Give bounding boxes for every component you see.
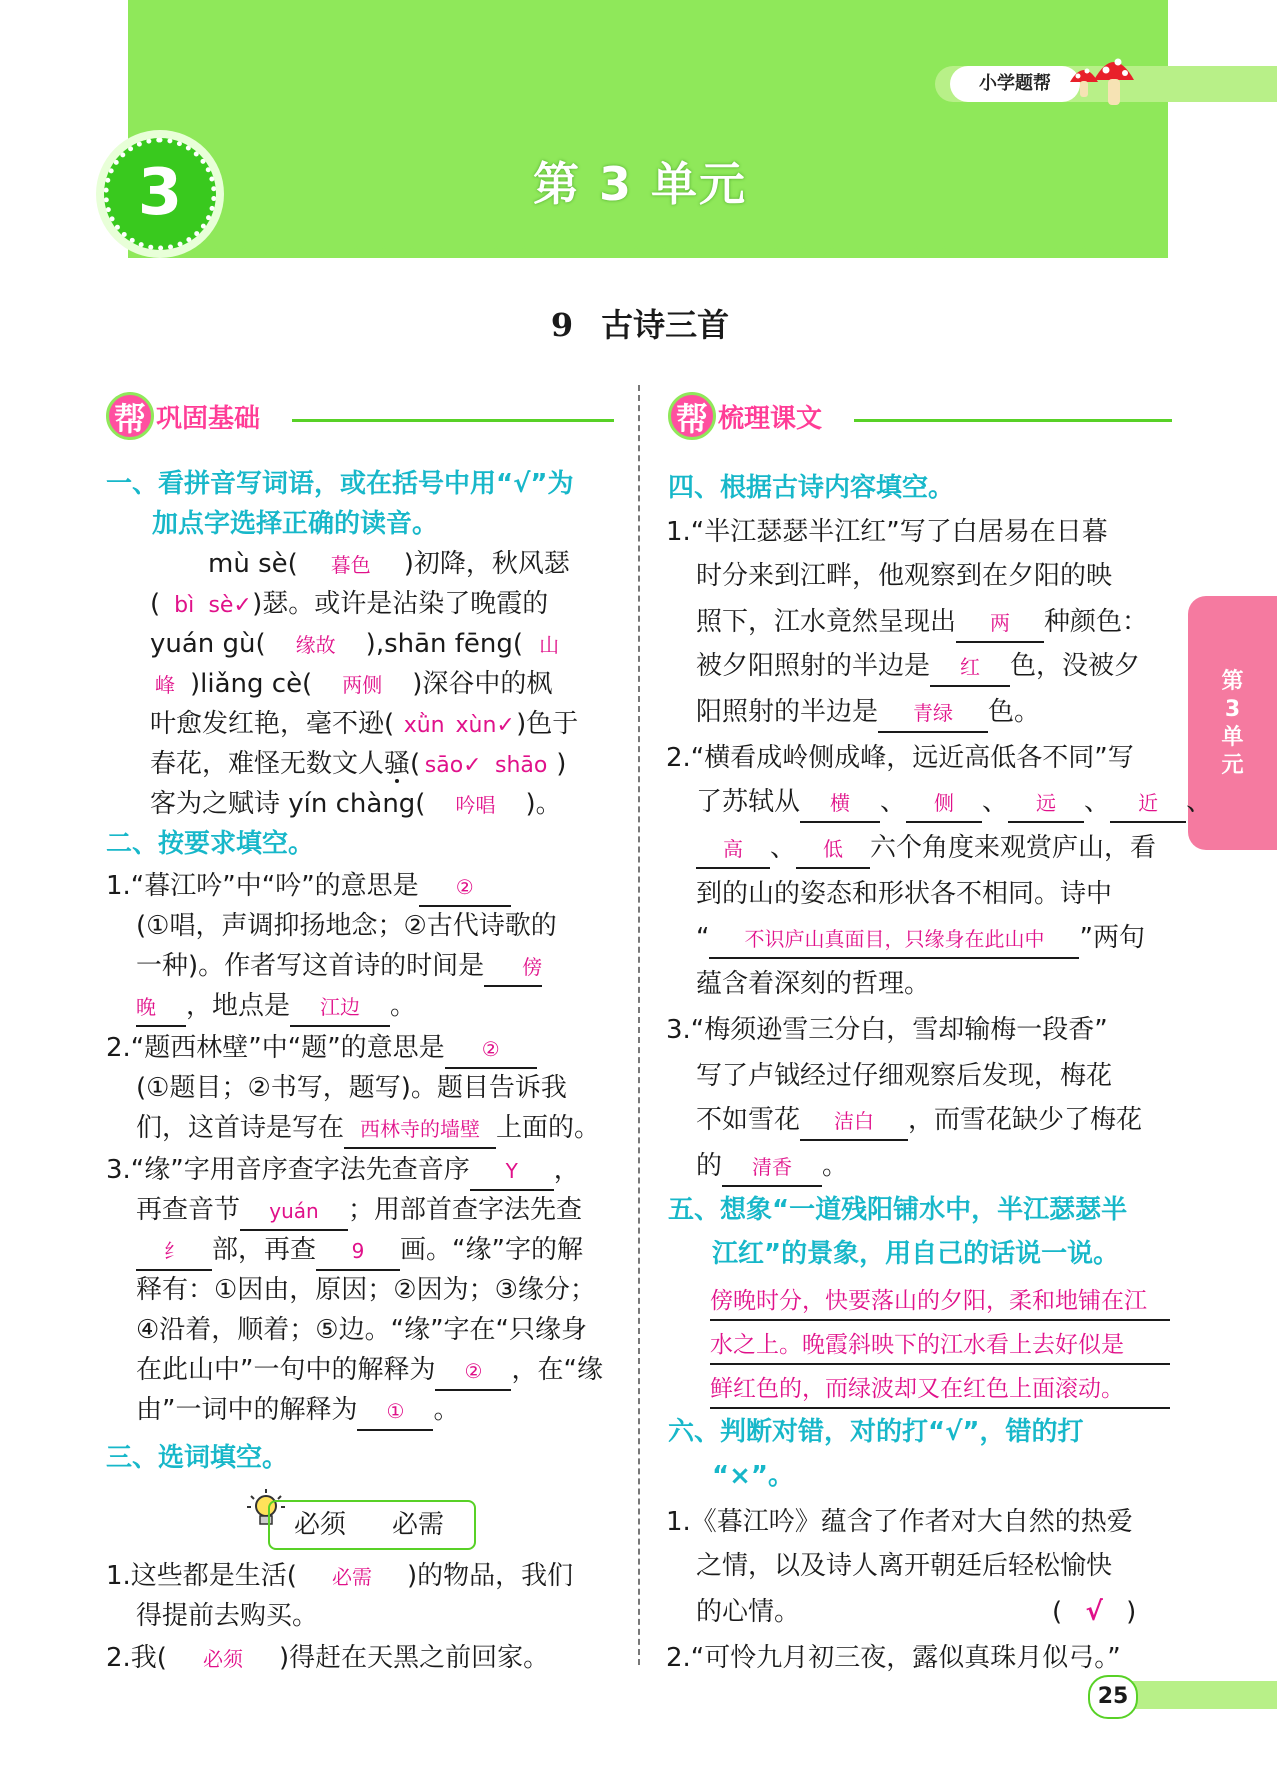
question-line: 2.“可怜九月初三夜，露似真珠月似弓。” bbox=[666, 1643, 1121, 1673]
help-badge: 帮 bbox=[668, 392, 716, 440]
mushroom-icon bbox=[1062, 44, 1152, 114]
section-header-text: 巩固基础 bbox=[156, 403, 261, 434]
passage-line: 客为之赋诗 yín chàng( 吟唱 )。 bbox=[150, 786, 562, 823]
question-line: 1.“暮江吟”中“吟”的意思是 ② bbox=[106, 868, 511, 907]
pinyin-option-checked: sāo✓ bbox=[424, 753, 482, 778]
question-line: 2.“题西林壁”中“题”的意思是 ② bbox=[106, 1030, 537, 1069]
question-line: 的 清香 。 bbox=[696, 1148, 848, 1187]
question-title: 五、想象“一道残阳铺水中，半江瑟瑟半 bbox=[668, 1195, 1128, 1225]
answer-line bbox=[710, 1326, 1170, 1365]
answer: 晚 bbox=[136, 989, 186, 1027]
side-tab-char: 元 bbox=[1221, 753, 1244, 778]
question-line: 的心情。 bbox=[696, 1597, 801, 1627]
answer: 必需 bbox=[331, 1565, 372, 1589]
judgement-box: ( √ ) bbox=[1052, 1594, 1136, 1630]
answer: 纟 bbox=[136, 1233, 212, 1271]
question-line: 写了卢钺经过仔细观察后发现，梅花 bbox=[696, 1061, 1113, 1091]
answer: 9 bbox=[316, 1233, 400, 1271]
question-line: “ 不识庐山真面目，只缘身在此山中 ”两句 bbox=[696, 920, 1145, 959]
passage-line: yuán gù( 缘故 ),shān fēng( 山 bbox=[150, 626, 575, 663]
question-line: ④沿着，顺着；⑤边。“缘”字在“只缘身 bbox=[136, 1315, 588, 1345]
question-line: 释有：①因由，原因；②因为；③缘分； bbox=[136, 1275, 596, 1305]
question-line: 一种)。作者写这首诗的时间是 傍 bbox=[136, 948, 542, 987]
question-title: “×”。 bbox=[712, 1461, 794, 1491]
section-header-review bbox=[668, 392, 1172, 444]
question-line: 了苏轼从 横 、 侧 、 远 、 近 、 bbox=[696, 784, 1212, 823]
question-line: 1.这些都是生活( 必需 )的物品，我们 bbox=[106, 1558, 573, 1595]
question-line: 照下，江水竟然呈现出 两 种颜色： bbox=[696, 604, 1148, 643]
pinyin-option-checked: sè✓ bbox=[208, 593, 252, 618]
answer: 青绿 bbox=[878, 695, 988, 733]
answer: 侧 bbox=[906, 785, 982, 823]
question-line: 得提前去购买。 bbox=[136, 1601, 319, 1631]
answer-line bbox=[710, 1282, 1170, 1321]
answer: 清香 bbox=[722, 1149, 822, 1187]
answer: ② bbox=[419, 869, 511, 907]
lesson-name: 古诗三首 bbox=[601, 306, 730, 344]
answer: 鲜红色的，而绿波却又在红色上面滚动。 bbox=[710, 1371, 1170, 1409]
answer: ① bbox=[357, 1393, 433, 1431]
answer: Y bbox=[470, 1153, 554, 1191]
page-bar bbox=[1118, 1681, 1277, 1709]
passage-line: ( bì sè✓)瑟。或许是沾染了晚霞的 bbox=[150, 586, 548, 624]
answer: 吟唱 bbox=[455, 793, 496, 817]
lesson-title bbox=[440, 300, 840, 346]
question-line: 由”一词中的解释为 ① 。 bbox=[136, 1392, 460, 1431]
help-badge: 帮 bbox=[106, 392, 154, 440]
question-line: 2.“横看成岭侧成峰，远近高低各不同”写 bbox=[666, 743, 1134, 773]
answer: ② bbox=[435, 1353, 511, 1391]
question-line: 1.《暮江吟》蕴含了作者对大自然的热爱 bbox=[666, 1507, 1133, 1537]
answer: 不识庐山真面目，只缘身在此山中 bbox=[709, 921, 1079, 959]
answer: 必须 bbox=[202, 1647, 243, 1671]
question-title: 加点字选择正确的读音。 bbox=[152, 509, 439, 539]
question-line: (①唱，声调抑扬地念；②古代诗歌的 bbox=[136, 911, 557, 941]
answer: 近 bbox=[1110, 785, 1186, 823]
brand-label: 小学题帮 bbox=[950, 66, 1080, 102]
side-tab-char: 3 bbox=[1224, 697, 1241, 722]
word-option: 必需 bbox=[392, 1510, 445, 1540]
word-bank bbox=[268, 1500, 476, 1550]
question-line: (①题目；②书写，题写)。题目告诉我 bbox=[136, 1073, 567, 1103]
answer: 缘故 bbox=[295, 633, 336, 657]
answer: 傍 bbox=[484, 949, 542, 987]
banner-wave bbox=[128, 236, 1168, 272]
question-title: 二、按要求填空。 bbox=[106, 829, 315, 859]
answer: ② bbox=[445, 1031, 537, 1069]
question-line: 时分来到江畔，他观察到在夕阳的映 bbox=[696, 561, 1113, 591]
question-title: 四、根据古诗内容填空。 bbox=[668, 473, 955, 503]
page-number: 25 bbox=[1088, 1675, 1138, 1719]
passage-line: 峰 )liǎng cè( 两侧 )深谷中的枫 bbox=[150, 666, 552, 703]
question-title: 一、看拼音写词语，或在括号中用“√”为 bbox=[106, 469, 574, 499]
question-line: 2.我( 必须 )得赶在天黑之前回家。 bbox=[106, 1640, 549, 1677]
answer: 江边 bbox=[290, 989, 390, 1027]
answer: 山 bbox=[539, 633, 560, 657]
answer: 红 bbox=[930, 649, 1010, 687]
section-header-consolidate bbox=[106, 392, 614, 444]
side-tab-char: 第 bbox=[1221, 669, 1244, 694]
pinyin-option: bì bbox=[174, 593, 195, 618]
answer: yuán bbox=[240, 1193, 348, 1231]
word-option: 必须 bbox=[294, 1510, 347, 1540]
answer: 两 bbox=[956, 605, 1044, 643]
unit-title: 第 3 单元 bbox=[532, 157, 748, 211]
question-line: 3.“缘”字用音序查字法先查音序 Y ， bbox=[106, 1152, 580, 1191]
section-header-text: 梳理课文 bbox=[718, 403, 823, 434]
passage-line: mù sè( 暮色 )初降，秋风瑟 bbox=[208, 546, 570, 583]
answer: 远 bbox=[1008, 785, 1084, 823]
answer: 洁白 bbox=[800, 1103, 908, 1141]
question-line: 1.“半江瑟瑟半江红”写了白居易在日暮 bbox=[666, 517, 1108, 547]
question-line: 在此山中”一句中的解释为 ② ，在“缘 bbox=[136, 1352, 603, 1391]
passage-line: 叶愈发红艳，毫不逊( xǜn xùn✓)色于 bbox=[150, 706, 578, 744]
answer: 高 bbox=[696, 831, 770, 869]
question-title: 江红”的景象，用自己的话说一说。 bbox=[712, 1239, 1120, 1269]
passage-line: 春花，难怪无数文人骚( sāo✓ shāo ) bbox=[150, 746, 566, 784]
header-rule bbox=[292, 419, 614, 422]
judgement-answer: √ bbox=[1085, 1597, 1103, 1627]
side-tab-char: 单 bbox=[1221, 725, 1244, 750]
answer: 峰 bbox=[155, 673, 175, 697]
question-line: 蕴含着深刻的哲理。 bbox=[696, 969, 931, 999]
answer: 暮色 bbox=[330, 553, 371, 577]
pinyin-option-checked: xùn✓ bbox=[455, 713, 515, 738]
question-line: 高 、 低 六个角度来观赏庐山，看 bbox=[696, 830, 1156, 869]
answer: 两侧 bbox=[342, 673, 383, 697]
answer: 水之上。晚霞斜映下的江水看上去好似是 bbox=[710, 1327, 1170, 1365]
question-line: 再查音节 yuán ；用部首查字法先查 bbox=[136, 1192, 582, 1231]
question-line: 们，这首诗是写在 西林寺的墙壁 上面的。 bbox=[136, 1110, 600, 1149]
lesson-number: 9 bbox=[550, 306, 574, 344]
question-line: 纟 部，再查 9 画。“缘”字的解 bbox=[136, 1232, 583, 1271]
question-title: 六、判断对错，对的打“√”，错的打 bbox=[668, 1417, 1084, 1447]
pinyin-option: xǜn bbox=[403, 713, 445, 738]
question-line: 不如雪花 洁白 ，而雪花缺少了梅花 bbox=[696, 1102, 1142, 1141]
question-line: 3.“梅须逊雪三分白，雪却输梅一段香” bbox=[666, 1015, 1108, 1045]
answer-line bbox=[710, 1370, 1170, 1409]
pinyin-option: shāo bbox=[495, 753, 548, 778]
question-line: 晚 ，地点是 江边 。 bbox=[136, 988, 416, 1027]
question-title: 三、选词填空。 bbox=[106, 1443, 289, 1473]
question-line: 阳照射的半边是 青绿 色。 bbox=[696, 694, 1040, 733]
header-rule bbox=[854, 419, 1172, 422]
unit-banner bbox=[128, 0, 1168, 258]
question-line: 之情，以及诗人离开朝廷后轻松愉快 bbox=[696, 1551, 1113, 1581]
unit-number: 3 bbox=[104, 138, 216, 250]
answer: 西林寺的墙壁 bbox=[344, 1111, 496, 1149]
question-line: 被夕阳照射的半边是 红 色，没被夕 bbox=[696, 648, 1140, 687]
column-divider bbox=[638, 385, 640, 1665]
question-line: 到的山的姿态和形状各不相同。诗中 bbox=[696, 879, 1113, 909]
answer: 傍晚时分，快要落山的夕阳，柔和地铺在江 bbox=[710, 1283, 1170, 1321]
answer: 低 bbox=[796, 831, 870, 869]
answer: 横 bbox=[800, 785, 880, 823]
